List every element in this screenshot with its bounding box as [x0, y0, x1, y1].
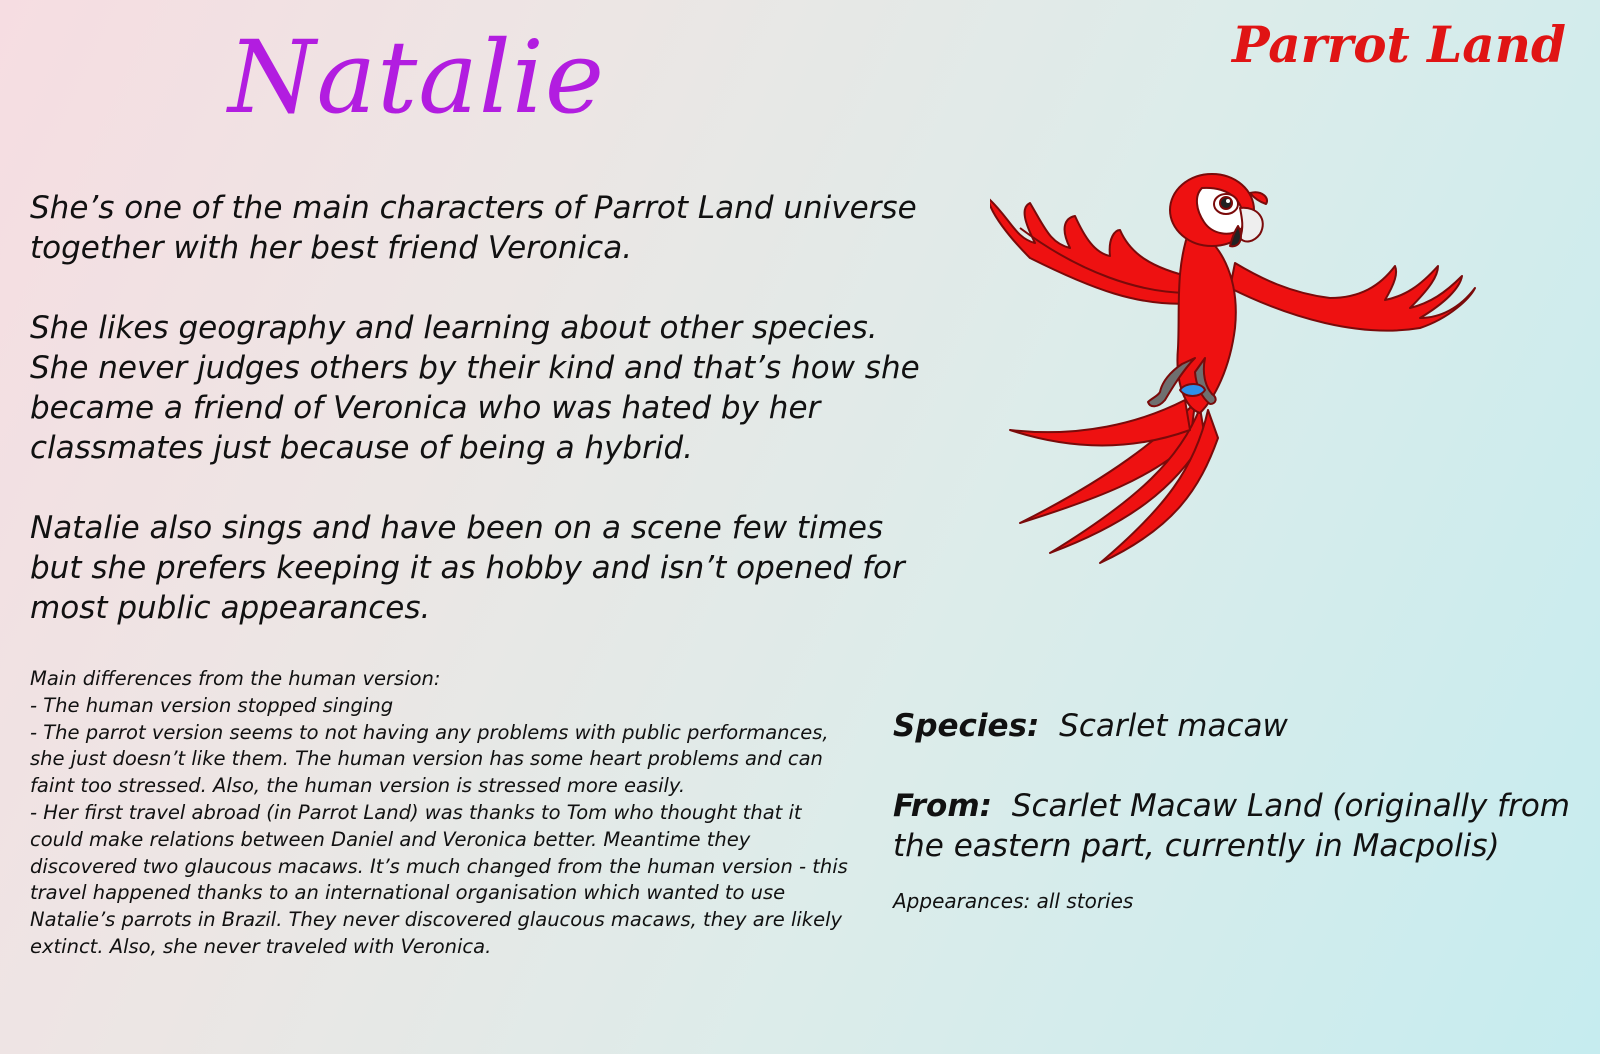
differences-section	[30, 666, 860, 961]
species-value: Scarlet macaw	[1059, 708, 1288, 744]
difference-item: - Her first travel abroad (in Parrot Land) was thanks to Tom who thought that it could make relations between Daniel and Veronica better. Meantime they discovered two glaucous macaws. It’s much changed from the human version - this travel happened thanks to an international organisation which wanted to use Natalie’s parrots in Brazil. They never discovered glaucous macaws, they are likely extinct. Also, she never traveled with Veronica.	[30, 800, 848, 958]
intro-paragraph: Natalie also sings and have been on a scene few times but she prefers keeping it as hobby and isn’t opened for most public appearances.	[30, 510, 905, 626]
from-fact	[893, 786, 1583, 866]
species-label: Species:	[893, 708, 1040, 744]
facts-section	[893, 706, 1583, 914]
brand-logo: Parrot Land	[1231, 15, 1566, 74]
intro-paragraph: She’s one of the main characters of Parrot Land universe together with her best friend Veronica.	[30, 190, 917, 266]
page-title: Natalie	[228, 19, 606, 136]
scarlet-macaw-flying-icon	[990, 168, 1510, 588]
differences-heading: Main differences from the human version:	[30, 667, 441, 690]
intro-text	[30, 188, 930, 668]
intro-paragraph: She likes geography and learning about other species. She never judges others by their kind and that’s how she became a friend of Veronica who was hated by her classmates just because of being a hybrid.	[30, 310, 920, 466]
from-value: Scarlet Macaw Land (originally from the eastern part, currently in Macpolis)	[893, 788, 1570, 864]
from-label: From:	[893, 788, 993, 824]
difference-item: - The parrot version seems to not having any problems with public performances, she just doesn’t like them. The human version has some heart problems and can faint too stressed. Also, the human version is stressed more easily.	[30, 720, 829, 798]
difference-item: - The human version stopped singing	[30, 693, 394, 717]
species-fact	[893, 706, 1583, 746]
appearances-text: Appearances: all stories	[893, 889, 1134, 913]
